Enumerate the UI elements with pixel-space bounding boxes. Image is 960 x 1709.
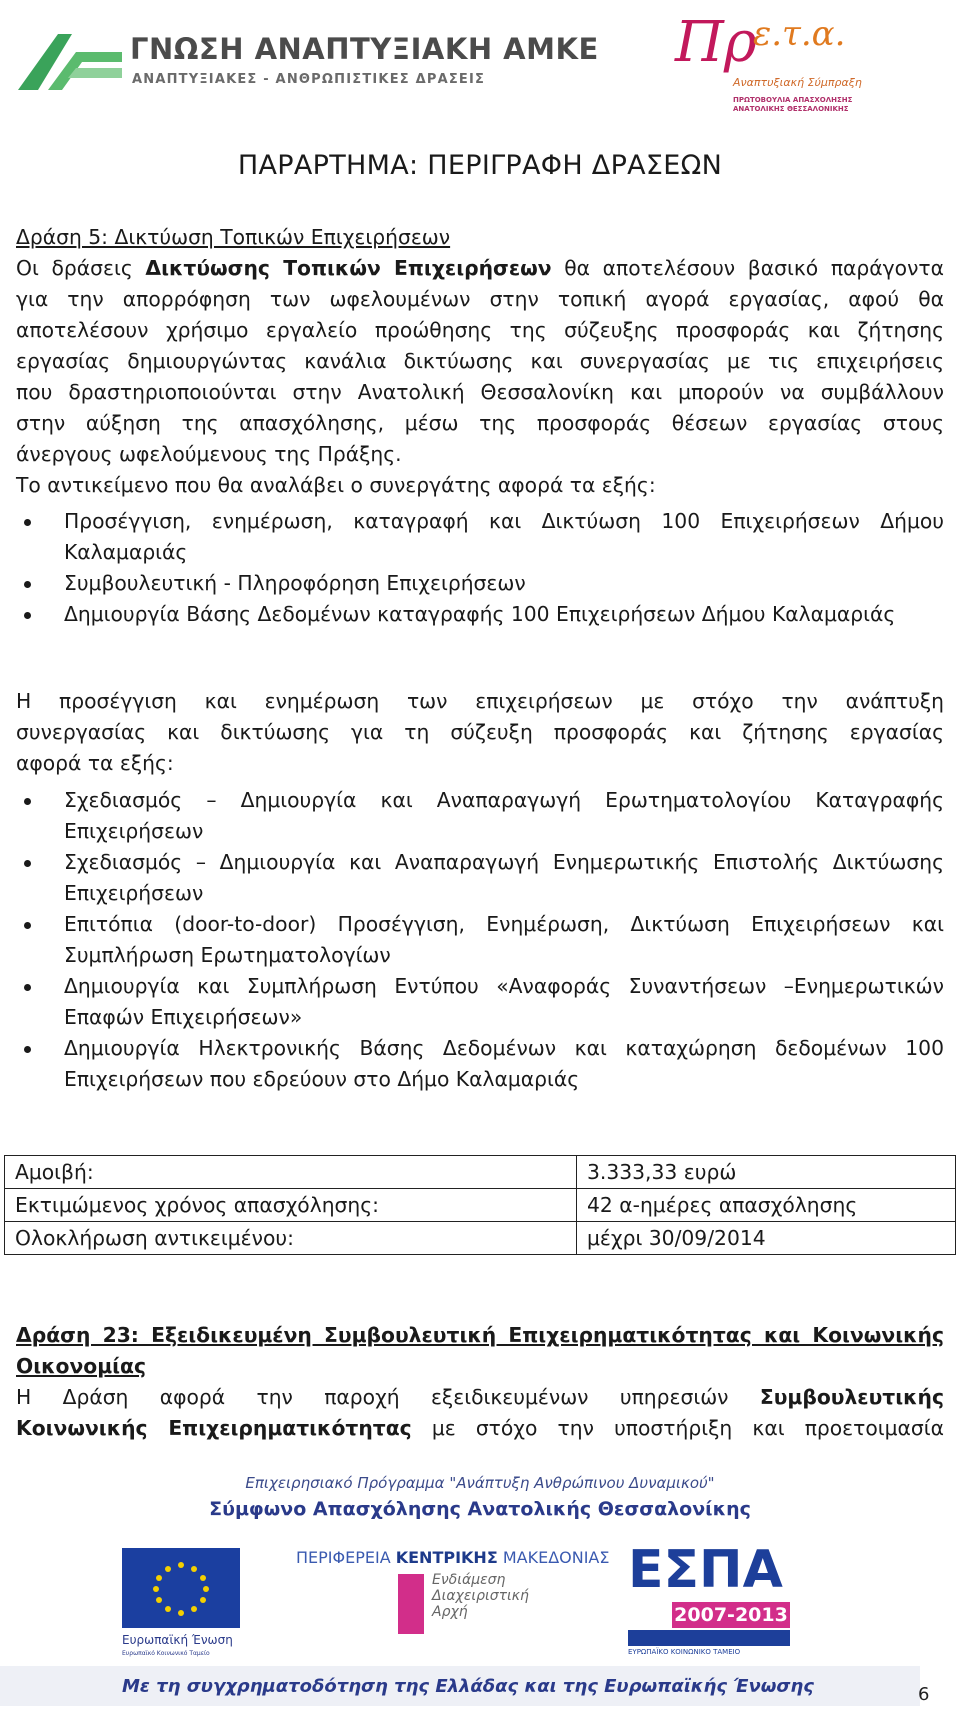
list-item	[16, 909, 944, 971]
action5-p1-line7: άνεργους ωφελούμενους της Πράξης.	[16, 442, 402, 466]
eu-flag-icon	[122, 1548, 240, 1628]
preta-logo-mark: Πρ	[675, 10, 757, 75]
bullet-icon	[24, 519, 31, 526]
page-header	[0, 0, 960, 120]
action5-p3-line2: συνεργασίας και δικτύωσης για τη σύζευξη προσφοράς και ζήτησης εργασίας	[16, 720, 944, 744]
eu-label: Ευρωπαϊκή Ένωση	[122, 1633, 233, 1647]
table-cell-value: μέχρι 30/09/2014	[577, 1222, 956, 1255]
authority-line: Ενδιάμεση	[432, 1572, 506, 1588]
action5-p1-line2: για την απορρόφηση των ωφελουμένων στην τοπική αγορά εργασίας, αφού θα	[16, 287, 944, 311]
table-cell-value: 3.333,33 ευρώ	[577, 1156, 956, 1189]
action5-p1-line4: εργασίας δημιουργώντας κανάλια δικτύωσης και συνεργασίας με τις επιχειρήσεις	[16, 349, 944, 373]
programme-name: Επιχειρησιακό Πρόγραμμα "Ανάπτυξη Ανθρώπινου Δυναμικού"	[245, 1474, 715, 1492]
action23-heading-line1: Δράση 23: Εξειδικευμένη Συμβουλευτική Επιχειρηματικότητας και Κοινωνικής	[16, 1323, 944, 1347]
bullet-icon	[24, 798, 31, 805]
table-cell-label: Αμοιβή:	[5, 1156, 577, 1189]
star-icon	[191, 1606, 197, 1612]
star-icon	[200, 1575, 206, 1581]
list-item	[16, 847, 944, 909]
list-item-text: Επαφών Επιχειρήσεων»	[64, 1005, 303, 1029]
preta-logo-subtitle: Αναπτυξιακή Σύμπραξη	[733, 76, 862, 89]
text-run: ΠΕΡΙΦΕΡΕΙΑ	[296, 1548, 396, 1567]
text-run: ΚΕΝΤΡΙΚΗΣ	[395, 1548, 498, 1567]
list-item-text: Καλαμαριάς	[64, 540, 188, 564]
bullet-icon	[24, 581, 31, 588]
action23-line1	[16, 1382, 944, 1413]
bold-term: Δικτύωσης Τοπικών Επιχειρήσεων	[145, 256, 552, 280]
action5-p1-line3: αποτελέσουν χρήσιμο εργαλείο προώθησης της σύζευξης προσφοράς και ζήτησης	[16, 318, 944, 342]
table-row	[5, 1222, 956, 1255]
authority-line: Αρχή	[432, 1604, 468, 1620]
list-item-text: Σχεδιασμός – Δημιουργία και Αναπαραγωγή Ερωτηματολογίου Καταγραφής	[64, 788, 944, 812]
list-item-text: Προσέγγιση, ενημέρωση, καταγραφή και Δικτύωση 100 Επιχειρήσεων Δήμου	[64, 509, 944, 533]
table-cell-label: Εκτιμώμενος χρόνος απασχόλησης:	[5, 1189, 577, 1222]
action5-p2: Το αντικείμενο που θα αναλάβει ο συνεργάτης αφορά τα εξής:	[16, 473, 656, 497]
bullet-icon	[24, 984, 31, 991]
star-icon	[165, 1606, 171, 1612]
table-cell-value: 42 α-ημέρες απασχόλησης	[577, 1189, 956, 1222]
list-item	[16, 506, 944, 568]
action5-bullets2	[16, 785, 944, 1095]
authority-mark-icon	[398, 1574, 424, 1634]
preta-logo-mark2: ε.τ.α.	[753, 14, 846, 54]
authority-name	[432, 1572, 529, 1620]
action5-bullets1	[16, 506, 944, 630]
star-icon	[156, 1597, 162, 1603]
table-row	[5, 1189, 956, 1222]
action5-p3-line1: Η προσέγγιση και ενημέρωση των επιχειρήσεων με στόχο την ανάπτυξη	[16, 689, 944, 713]
list-item	[16, 599, 944, 630]
espa-years: 2007-2013	[672, 1602, 790, 1628]
gnosi-logo-title: ΓΝΩΣΗ ΑΝΑΠΤΥΞΙΑΚΗ ΑΜΚΕ	[130, 32, 599, 66]
preta-caption-line2: ΑΝΑΤΟΛΙΚΗΣ ΘΕΣΣΑΛΟΝΙΚΗΣ	[733, 105, 849, 113]
list-item-text: Επιχειρήσεων που εδρεύουν στο Δήμο Καλαμαριάς	[64, 1067, 580, 1091]
table-row	[5, 1156, 956, 1189]
bullet-icon	[24, 1046, 31, 1053]
list-item-text: Δημιουργία Ηλεκτρονικής Βάσης Δεδομένων και καταχώρηση δεδομένων 100	[64, 1036, 944, 1060]
espa-logo: ΕΣΠΑ	[628, 1540, 783, 1600]
text-run: Οι δράσεις	[16, 256, 146, 280]
list-item-text: Σχεδιασμός – Δημιουργία και Αναπαραγωγή Ενημερωτικής Επιστολής Δικτύωσης	[64, 850, 944, 874]
fee-table	[4, 1155, 956, 1255]
action5-p3-line3: αφορά τα εξής:	[16, 751, 174, 775]
cofinance-statement: Με τη συγχρηματοδότηση της Ελλάδας και της Ευρωπαϊκής Ένωσης	[122, 1676, 814, 1697]
bullet-icon	[24, 860, 31, 867]
bold-term: Συμβουλευτικής	[759, 1385, 944, 1409]
page-number: 6	[918, 1684, 930, 1705]
star-icon	[165, 1566, 171, 1572]
region-name	[296, 1548, 609, 1567]
action23-section	[16, 1320, 944, 1444]
table-cell-label: Ολοκλήρωση αντικειμένου:	[5, 1222, 577, 1255]
bullet-icon	[24, 612, 31, 619]
action5-p3	[16, 686, 944, 779]
gnosi-logo	[18, 28, 599, 98]
text-run: με στόχο την υποστήριξη και προετοιμασία	[411, 1416, 944, 1440]
list-item-text: Δημιουργία και Συμπλήρωση Εντύπου «Αναφοράς Συναντήσεων –Ενημερωτικών	[64, 974, 944, 998]
action5-p1-line1	[16, 253, 944, 284]
list-item-text: Επιχειρήσεων	[64, 819, 204, 843]
bold-term: Κοινωνικής Επιχειρηματικότητας	[16, 1416, 412, 1440]
text-run: Η Δράση αφορά την παροχή εξειδικευμένων υπηρεσιών	[16, 1385, 760, 1409]
star-icon	[191, 1566, 197, 1572]
star-icon	[153, 1586, 159, 1592]
list-item-text: Επιτόπια (door-to-door) Προσέγγιση, Ενημέρωση, Δικτύωση Επιχειρήσεων και	[64, 912, 944, 936]
list-item-text: Συμπλήρωση Ερωτηματολογίων	[64, 943, 391, 967]
bullet-icon	[24, 922, 31, 929]
list-item	[16, 785, 944, 847]
list-item	[16, 1033, 944, 1095]
preta-caption-line1: ΠΡΩΤΟΒΟΥΛΙΑ ΑΠΑΣΧΟΛΗΣΗΣ	[733, 96, 853, 104]
espa-bar	[628, 1630, 790, 1646]
star-icon	[200, 1597, 206, 1603]
star-icon	[178, 1610, 184, 1616]
gnosi-logo-subtitle: ΑΝΑΠΤΥΞΙΑΚΕΣ - ΑΝΘΡΩΠΙΣΤΙΚΕΣ ΔΡΑΣΕΙΣ	[132, 72, 486, 87]
text-run: θα αποτελέσουν βασικό παράγοντα	[551, 256, 944, 280]
list-item	[16, 568, 944, 599]
page-title: ΠΑΡΑΡΤΗΜΑ: ΠΕΡΙΓΡΑΦΗ ΔΡΑΣΕΩΝ	[237, 150, 723, 181]
preta-logo	[675, 10, 875, 120]
eu-sublabel: Ευρωπαϊκό Κοινωνικό Ταμείο	[122, 1650, 210, 1657]
gnosi-logo-mark-icon	[18, 32, 123, 94]
list-item	[16, 971, 944, 1033]
authority-line: Διαχειριστική	[432, 1588, 529, 1604]
text-run: ΜΑΚΕΔΟΝΙΑΣ	[497, 1548, 610, 1567]
action23-heading-line2: Οικονομίας	[16, 1354, 147, 1378]
list-item-text: Δημιουργία Βάσης Δεδομένων καταγραφής 100 Επιχειρήσεων Δήμου Καλαμαριάς	[64, 602, 896, 626]
action5-section	[16, 222, 944, 501]
action23-line2	[16, 1413, 944, 1444]
action5-heading: Δράση 5: Δικτύωση Τοπικών Επιχειρήσεων	[16, 225, 451, 249]
list-item-text: Επιχειρήσεων	[64, 881, 204, 905]
pact-name: Σύμφωνο Απασχόλησης Ανατολικής Θεσσαλονίκης	[209, 1498, 751, 1520]
preta-logo-caption	[733, 96, 852, 114]
star-icon	[178, 1562, 184, 1568]
espa-fund: ΕΥΡΩΠΑΪΚΟ ΚΟΙΝΩΝΙΚΟ ΤΑΜΕΙΟ	[628, 1648, 741, 1656]
action5-p1-line5: που δραστηριοποιούνται στην Ανατολική Θεσσαλονίκη και μπορούν να συμβάλλουν	[16, 380, 944, 404]
action5-p1-line6: στην αύξηση της απασχόλησης, μέσω της προσφοράς θέσεων εργασίας στους	[16, 411, 944, 435]
list-item-text: Συμβουλευτική - Πληροφόρηση Επιχειρήσεων	[64, 571, 526, 595]
star-icon	[203, 1586, 209, 1592]
page-footer	[0, 1470, 960, 1709]
star-icon	[156, 1575, 162, 1581]
